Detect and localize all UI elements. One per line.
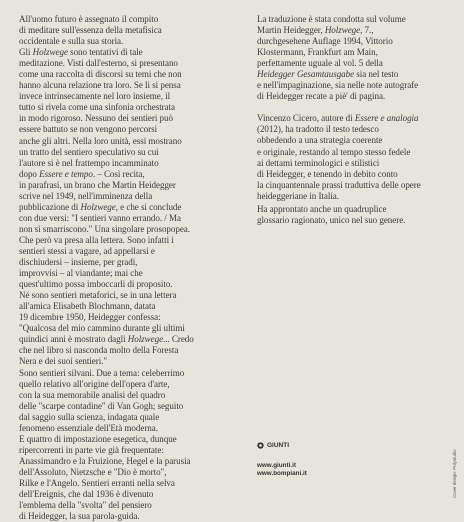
- publisher-urls: [257, 462, 307, 478]
- publisher-logo-text: GIUNTI: [267, 442, 290, 449]
- paragraph-intro: All'uomo futuro è assegnato il compito di meditare sull'essenza della metafisica occidentale e sulla sua storia.: [19, 14, 162, 47]
- paragraph-translator: Vincenzo Cicero, autore di Essere e analogia (2012), ha tradotto il testo tedesco obbedendo a una strategia coerente e originale, restando al tempo stesso fedele ai dettami terminologici e stilistici di Heidegger, e tenendo in debito conto la cinquantennale prassi traduttiva delle opere heideggeriane in Italia.: [257, 113, 421, 201]
- paragraph-silvan-paths: Sono sentieri silvani. Due a tema: celeberrimo quello relativo all'origine dell'opera d'arte, con la sua memorabile analisi del quadro delle "scarpe contadine" di Van Gogh; seguito dal saggio sulla scienza, indagata quale fenomeno essenziale dell'Età moderna.: [19, 367, 185, 433]
- paragraph-blochmann: Né sono sentieri metaforici, se in una lettera all'amica Elisabeth Blochmann, datata 19 dicembre 1950, Heidegger confessa: "Qualcosa del mio cammino durante gli ultimi quindici anni è mostrato dagli Holzwege... Credo che nel libro si nasconda molto della Foresta Nera e dei suoi sentieri.": [19, 290, 194, 367]
- paragraph-holzwege: Gli Holzwege sono tentativi di tale meditazione. Visti dall'esterno, si presentano come una raccolta di discorsi su temi che non hanno alcuna relazione tra loro. Se li si pensa invece intrinsecamente nel loro insieme, il tutto si rivela come una sinfonia orchestrata in modo rigoroso. Nessuno dei sentieri può essere battuto se non vengono percorsi anche gli altri. Nella loro unità, essi mostrano un tratto del sentiero speculativo su cui l'autore si è nel frattempo incamminato dopo Essere e tempo. – Così recita, in parafrasi, un brano che Martin Heidegger scrive nel 1949, nell'imminenza della pubblicazione di Holzwege, e che si conclude con due versi: "I sentieri vanno errando. / Ma non si smarriscono." Una singolare prosopopea. Che però va presa alla lettera. Sono infatti i sentieri stessi a vagare, ad appellarsi e dischiudersi – insieme, per gradi, improvvisi – al viandante; mai che quest'ultimo possa imboccarli di proposito.: [19, 47, 190, 290]
- cover-design-credit: Cover design: Polystudio: [452, 449, 457, 498]
- bompiani-url-link[interactable]: www.bompiani.it: [257, 470, 307, 477]
- giunti-logo-icon: [257, 442, 264, 449]
- publisher-logo: [257, 442, 289, 449]
- right-text-column: [257, 14, 454, 226]
- giunti-url-link[interactable]: www.giunti.it: [257, 462, 296, 469]
- left-text-column: [19, 14, 227, 522]
- paragraph-glossary: Ha approntato anche un quadruplice glossario ragionato, unico nel suo genere.: [257, 203, 406, 225]
- paragraph-translation-source: La traduzione è stata condotta sul volume Martin Heidegger, Holzwege, 7., durchgesehene Auflage 1994, Vittorio Klostermann, Frankfurt am Main, perfettamente uguale al vol. 5 della Heidegger Gesamtausgabe sia nel testo e nell'impaginazione, sia nelle note autografe di Heidegger recate a piè' di pagina.: [257, 14, 419, 102]
- paragraph-exegetic: E quattro di impostazione esegetica, dunque ripercorrenti in parte vie già frequentate: Anassimandro e la Fruizione, Hegel e la parusia dell'Assoluto, Nietzsche e "Dio è morto", Rilke e l'Angelo. Sentieri erranti nella selva dell'Ereignis, che dal 1936 è divenuto l'emblema della "svolta" del pensiero di Heidegger, la sua parola-guida.: [19, 433, 191, 522]
